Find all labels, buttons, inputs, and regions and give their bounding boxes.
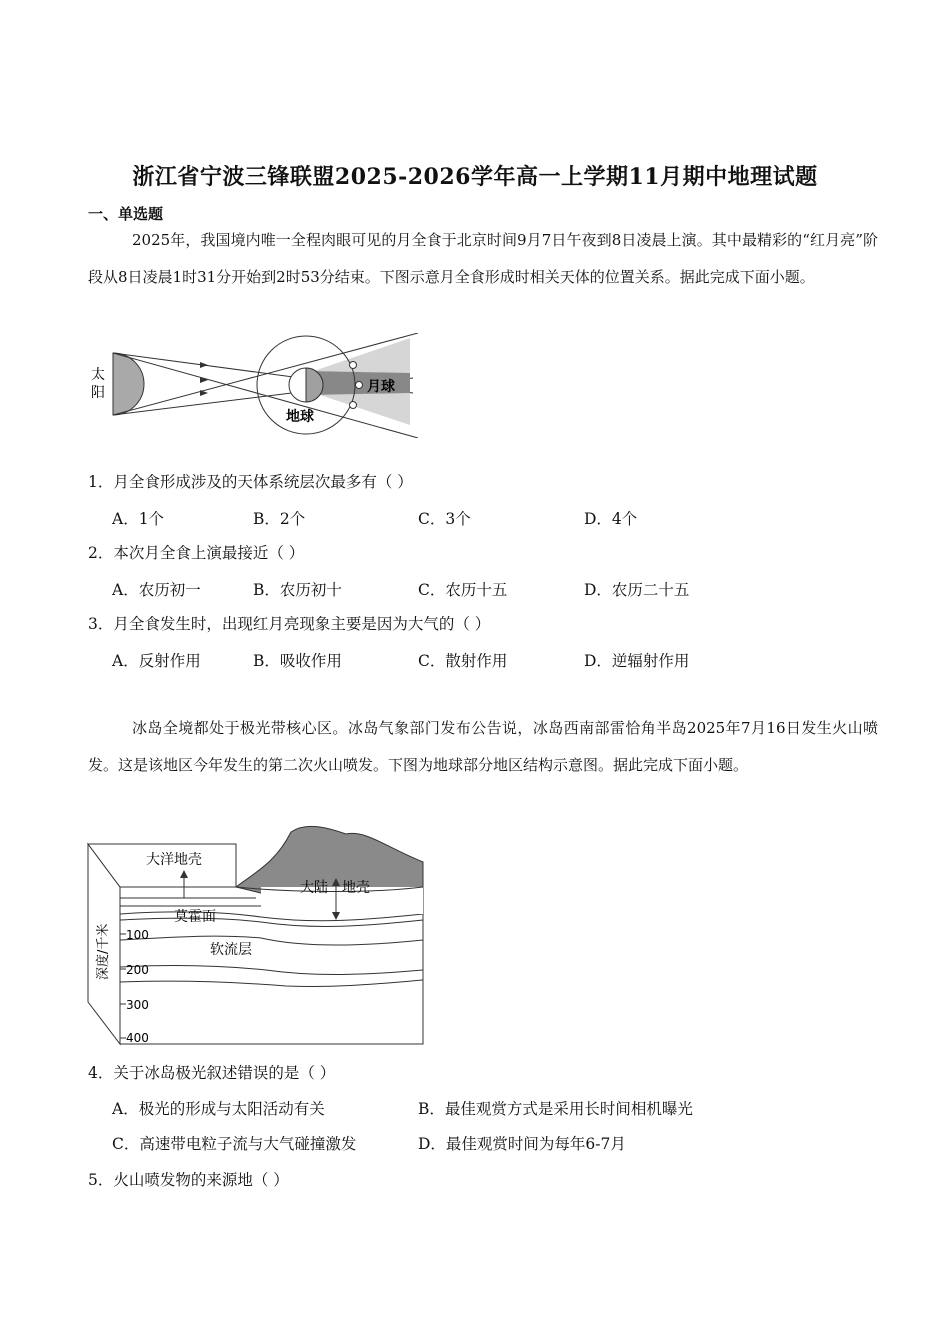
q3-option-a[interactable]: A．反射作用	[112, 652, 201, 670]
q1-option-b[interactable]: B．2个	[253, 510, 306, 528]
q4-option-d[interactable]: D．最佳观赏时间为每年6-7月	[418, 1135, 626, 1153]
section-heading: 一、单选题	[88, 205, 164, 223]
q1-option-c[interactable]: C．3个	[418, 510, 471, 528]
depth-axis-label: 深度/千米	[96, 923, 111, 980]
sun-label-1: 太	[91, 367, 105, 383]
passage-2: 冰岛全境都处于极光带核心区。冰岛气象部门发布公告说，冰岛西南部雷恰角半岛2025年7月16日发生火山喷发。这是该地区今年发生的第二次火山喷发。下图为地球部分地区结构示意图。据此完成下面小题。	[88, 719, 878, 774]
q4-option-a[interactable]: A．极光的形成与太阳活动有关	[112, 1100, 325, 1118]
q3-option-c[interactable]: C．散射作用	[418, 652, 508, 670]
page-title: 浙江省宁波三锋联盟2025-2026学年高一上学期11月期中地理试题	[132, 164, 818, 190]
q4-option-c[interactable]: C．高速带电粒子流与大气碰撞激发	[112, 1135, 357, 1153]
question-5: 5．火山喷发物的来源地（ ）	[88, 1171, 289, 1189]
moho-label: 莫霍面	[174, 909, 216, 925]
question-4: 4．关于冰岛极光叙述错误的是（ ）	[88, 1064, 336, 1082]
depth-tick-400: 400	[126, 1031, 149, 1045]
depth-tick-100: 100	[126, 928, 149, 942]
question-1: 1．月全食形成涉及的天体系统层次最多有（ ）	[88, 473, 413, 491]
asthenosphere-label: 软流层	[210, 942, 252, 958]
q2-option-d[interactable]: D．农历二十五	[584, 581, 690, 599]
q3-option-b[interactable]: B．吸收作用	[253, 652, 342, 670]
sun-label-2: 阳	[91, 385, 105, 401]
question-3: 3．月全食发生时，出现红月亮现象主要是因为大气的（ ）	[88, 615, 491, 633]
q1-option-a[interactable]: A．1个	[112, 510, 165, 528]
lunar-eclipse-diagram	[88, 333, 423, 438]
moon-label: 月球	[367, 379, 395, 395]
q2-option-a[interactable]: A．农历初一	[112, 581, 201, 599]
q3-option-d[interactable]: D．逆辐射作用	[584, 652, 690, 670]
q4-option-b[interactable]: B．最佳观赏方式是采用长时间相机曝光	[418, 1100, 693, 1118]
q1-option-d[interactable]: D．4个	[584, 510, 638, 528]
continent-label: 大陆	[300, 880, 328, 896]
q2-option-b[interactable]: B．农历初十	[253, 581, 342, 599]
earth-structure-diagram	[86, 822, 431, 1047]
question-2: 2．本次月全食上演最接近（ ）	[88, 544, 305, 562]
crust-label: 地壳	[342, 880, 370, 896]
q2-option-c[interactable]: C．农历十五	[418, 581, 508, 599]
ocean-crust-label: 大洋地壳	[146, 852, 202, 868]
depth-tick-300: 300	[126, 998, 149, 1012]
earth-label: 地球	[286, 409, 314, 425]
passage-1: 2025年，我国境内唯一全程肉眼可见的月全食于北京时间9月7日午夜到8日凌晨上演。其中最精彩的“红月亮”阶段从8日凌晨1时31分开始到2时53分结束。下图示意月全食形成时相关天体的位置关系。据此完成下面小题。	[88, 231, 878, 286]
depth-tick-200: 200	[126, 963, 149, 977]
